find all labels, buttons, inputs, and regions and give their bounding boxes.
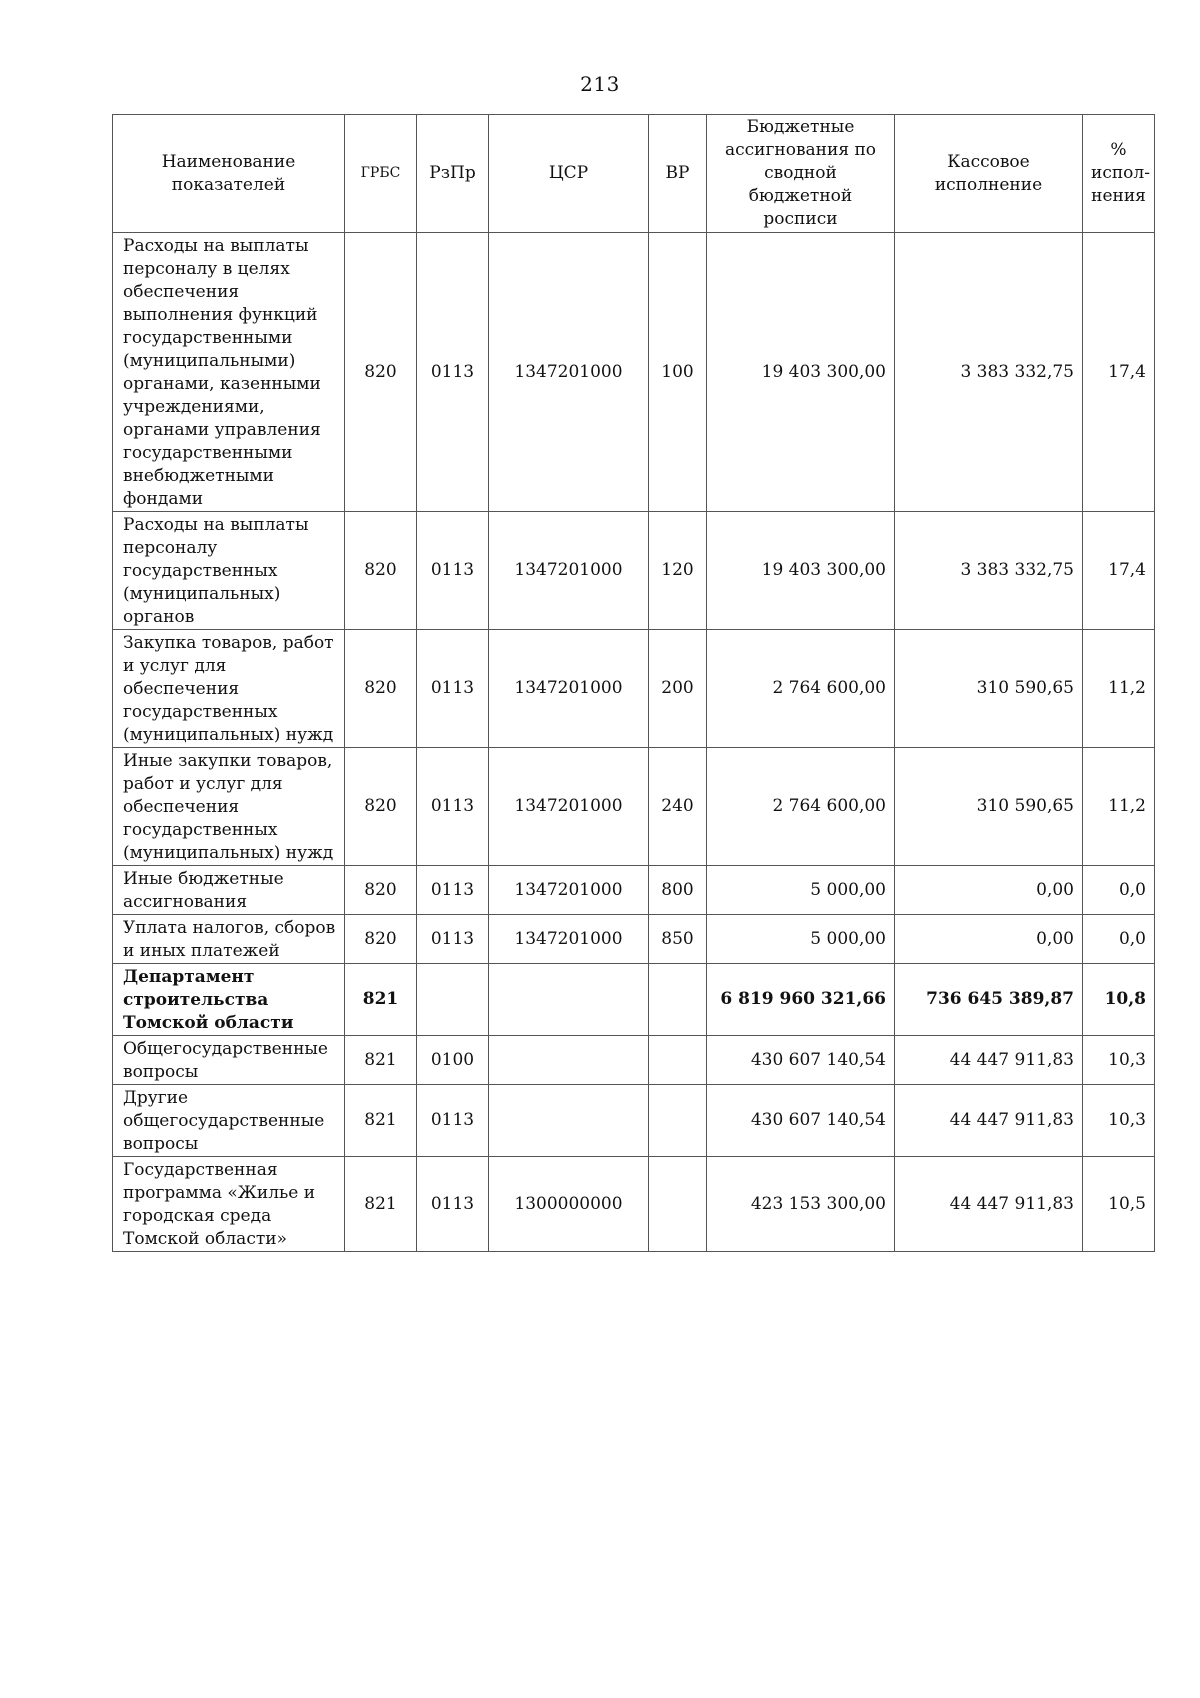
table-row	[113, 1085, 1155, 1157]
row-csr: 1347201000	[489, 233, 649, 512]
row-name: Иные закупки товаров, работ и услуг для обеспечения государственных (муниципальных) нужд	[113, 748, 345, 866]
row-assignments: 6 819 960 321,66	[707, 964, 895, 1036]
row-rzpr: 0113	[417, 1085, 489, 1157]
header-execution-percent: % испол-нения	[1083, 115, 1155, 233]
row-grbs: 821	[345, 1036, 417, 1085]
row-assignments: 2 764 600,00	[707, 748, 895, 866]
row-grbs: 820	[345, 630, 417, 748]
row-vr: 120	[649, 512, 707, 630]
row-name: Расходы на выплаты персоналу в целях обеспечения выполнения функций государственными (муниципальными) органами, казенными учреждениями, органами управления государственными внебюджетными фондами	[113, 233, 345, 512]
row-assignments: 5 000,00	[707, 866, 895, 915]
row-csr: 1347201000	[489, 915, 649, 964]
row-name: Иные бюджетные ассигнования	[113, 866, 345, 915]
row-grbs: 821	[345, 1085, 417, 1157]
row-cash-execution: 0,00	[895, 915, 1083, 964]
table-row	[113, 964, 1155, 1036]
row-assignments: 2 764 600,00	[707, 630, 895, 748]
row-vr	[649, 964, 707, 1036]
row-execution-percent: 10,3	[1083, 1036, 1155, 1085]
row-execution-percent: 17,4	[1083, 233, 1155, 512]
row-cash-execution: 310 590,65	[895, 748, 1083, 866]
table-body	[113, 233, 1155, 1252]
row-csr	[489, 1036, 649, 1085]
row-rzpr: 0113	[417, 866, 489, 915]
row-grbs: 820	[345, 512, 417, 630]
row-csr	[489, 1085, 649, 1157]
row-csr: 1347201000	[489, 748, 649, 866]
table-row	[113, 1157, 1155, 1252]
row-cash-execution: 310 590,65	[895, 630, 1083, 748]
row-execution-percent: 10,3	[1083, 1085, 1155, 1157]
row-cash-execution: 44 447 911,83	[895, 1036, 1083, 1085]
row-rzpr: 0113	[417, 1157, 489, 1252]
row-cash-execution: 3 383 332,75	[895, 512, 1083, 630]
row-grbs: 820	[345, 748, 417, 866]
row-csr: 1347201000	[489, 512, 649, 630]
row-grbs: 821	[345, 964, 417, 1036]
row-execution-percent: 17,4	[1083, 512, 1155, 630]
row-grbs: 820	[345, 915, 417, 964]
row-rzpr: 0113	[417, 512, 489, 630]
row-rzpr: 0113	[417, 233, 489, 512]
page-number: 213	[580, 72, 620, 96]
table-row	[113, 630, 1155, 748]
row-rzpr: 0113	[417, 748, 489, 866]
table-row	[113, 233, 1155, 512]
row-csr: 1347201000	[489, 630, 649, 748]
header-assignments: Бюджетные ассигнования по сводной бюджетной росписи	[707, 115, 895, 233]
row-vr: 850	[649, 915, 707, 964]
budget-execution-table	[112, 114, 1155, 1252]
row-csr: 1347201000	[489, 866, 649, 915]
table-header-row	[113, 115, 1155, 233]
header-rzpr: РзПр	[417, 115, 489, 233]
row-name: Расходы на выплаты персоналу государственных (муниципальных) органов	[113, 512, 345, 630]
row-name: Общегосударственные вопросы	[113, 1036, 345, 1085]
row-execution-percent: 11,2	[1083, 748, 1155, 866]
row-rzpr: 0113	[417, 630, 489, 748]
row-execution-percent: 10,8	[1083, 964, 1155, 1036]
row-cash-execution: 44 447 911,83	[895, 1157, 1083, 1252]
row-assignments: 430 607 140,54	[707, 1036, 895, 1085]
row-name: Другие общегосударственные вопросы	[113, 1085, 345, 1157]
row-vr: 800	[649, 866, 707, 915]
row-assignments: 423 153 300,00	[707, 1157, 895, 1252]
header-vr: ВР	[649, 115, 707, 233]
row-assignments: 430 607 140,54	[707, 1085, 895, 1157]
table-row	[113, 915, 1155, 964]
row-csr: 1300000000	[489, 1157, 649, 1252]
row-execution-percent: 11,2	[1083, 630, 1155, 748]
header-csr: ЦСР	[489, 115, 649, 233]
row-cash-execution: 3 383 332,75	[895, 233, 1083, 512]
table-row	[113, 512, 1155, 630]
row-rzpr	[417, 964, 489, 1036]
row-cash-execution: 736 645 389,87	[895, 964, 1083, 1036]
row-grbs: 820	[345, 233, 417, 512]
header-grbs: ГРБС	[345, 115, 417, 233]
header-cash-execution: Кассовое исполнение	[895, 115, 1083, 233]
row-name: Закупка товаров, работ и услуг для обеспечения государственных (муниципальных) нужд	[113, 630, 345, 748]
row-cash-execution: 0,00	[895, 866, 1083, 915]
row-name: Департамент строительства Томской области	[113, 964, 345, 1036]
row-rzpr: 0113	[417, 915, 489, 964]
row-csr	[489, 964, 649, 1036]
row-execution-percent: 0,0	[1083, 915, 1155, 964]
row-name: Государственная программа «Жилье и городская среда Томской области»	[113, 1157, 345, 1252]
table-row	[113, 748, 1155, 866]
row-vr	[649, 1157, 707, 1252]
row-cash-execution: 44 447 911,83	[895, 1085, 1083, 1157]
table-row	[113, 1036, 1155, 1085]
row-grbs: 820	[345, 866, 417, 915]
row-vr: 100	[649, 233, 707, 512]
row-assignments: 5 000,00	[707, 915, 895, 964]
row-vr	[649, 1036, 707, 1085]
row-name: Уплата налогов, сборов и иных платежей	[113, 915, 345, 964]
row-assignments: 19 403 300,00	[707, 512, 895, 630]
row-execution-percent: 0,0	[1083, 866, 1155, 915]
header-name: Наименование показателей	[113, 115, 345, 233]
row-rzpr: 0100	[417, 1036, 489, 1085]
row-vr	[649, 1085, 707, 1157]
row-execution-percent: 10,5	[1083, 1157, 1155, 1252]
row-assignments: 19 403 300,00	[707, 233, 895, 512]
row-vr: 240	[649, 748, 707, 866]
row-vr: 200	[649, 630, 707, 748]
table-row	[113, 866, 1155, 915]
row-grbs: 821	[345, 1157, 417, 1252]
